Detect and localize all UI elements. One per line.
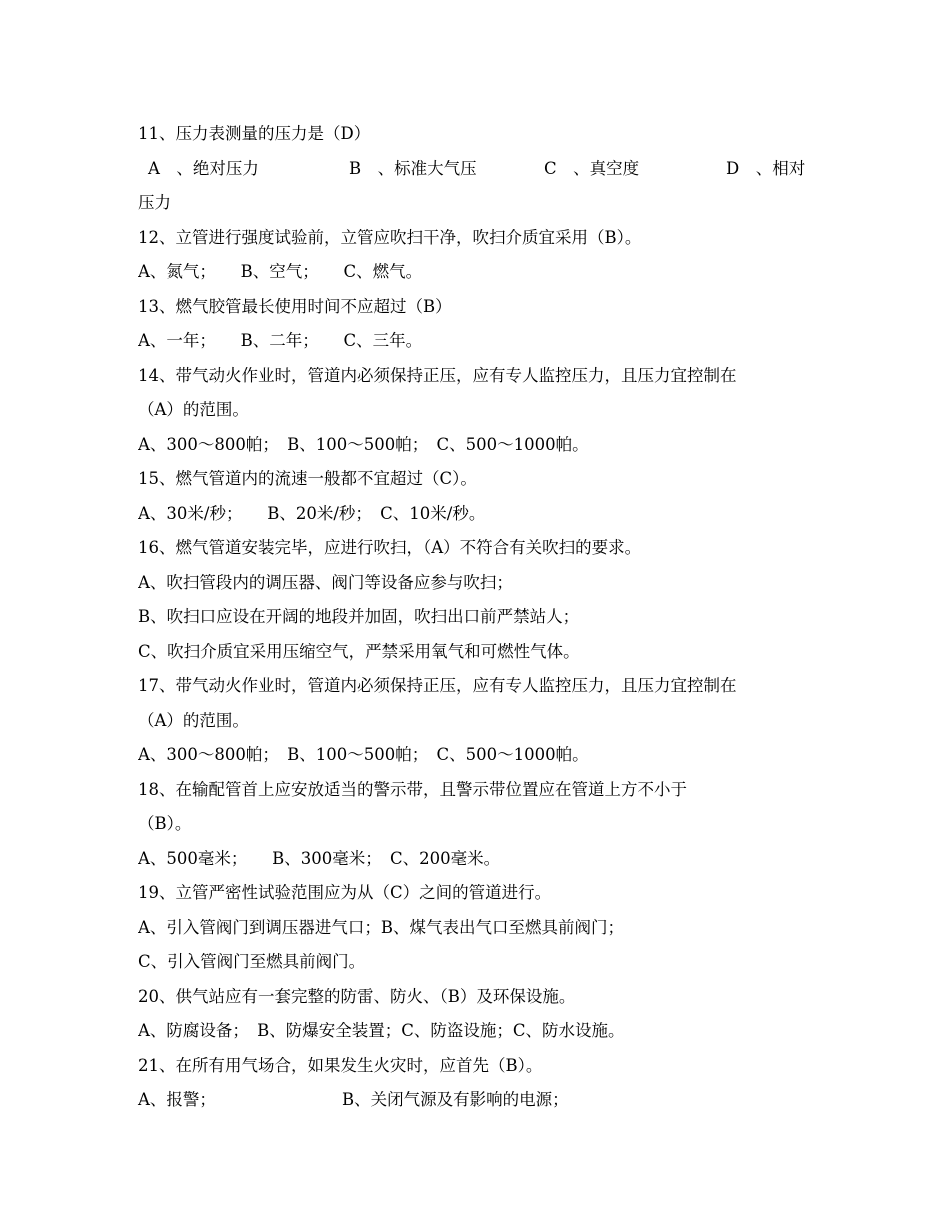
question-15-options: A、30米/秒； B、20米/秒； C、10米/秒。 <box>138 503 486 523</box>
question-19: 19、立管严密性试验范围应为从（C）之间的管道进行。 <box>138 883 552 902</box>
question-18-wrap: （B）。 <box>138 814 192 833</box>
question-14-options: A、300～800帕； B、100～500帕； C、500～1000帕。 <box>138 434 589 454</box>
option-b: B、关闭气源及有影响的电源； <box>342 1090 569 1109</box>
question-11-wrap: 压力 <box>138 193 171 212</box>
question-17-wrap: （A）的范围。 <box>138 710 249 730</box>
question-16-option-a: A、吹扫管段内的调压器、阀门等设备应参与吹扫； <box>138 572 513 592</box>
question-16-option-c: C、吹扫介质宜采用压缩空气，严禁采用氧气和可燃性气体。 <box>138 641 580 661</box>
question-17: 17、带气动火作业时，管道内必须保持正压，应有专人监控压力，且压力宜控制在 <box>138 676 737 695</box>
question-16-option-b: B、吹扫口应设在开阔的地段并加固，吹扫出口前严禁站人； <box>138 607 580 626</box>
question-13: 13、燃气胶管最长使用时间不应超过（B） <box>138 296 452 316</box>
question-16: 16、燃气管道安装完毕，应进行吹扫，（A）不符合有关吹扫的要求。 <box>138 538 642 557</box>
question-14: 14、带气动火作业时，管道内必须保持正压，应有专人监控压力，且压力宜控制在 <box>138 365 737 385</box>
question-12: 12、立管进行强度试验前，立管应吹扫干净，吹扫介质宜采用（B）。 <box>138 227 642 247</box>
option-c: C 、真空度 <box>544 158 640 178</box>
option-b: B 、标准大气压 <box>349 158 477 178</box>
question-20: 20、供气站应有一套完整的防雷、防火、（B）及环保设施。 <box>138 986 576 1006</box>
question-19-option-ab: A、引入管阀门到调压器进气口；B、煤气表出气口至燃具前阀门； <box>138 917 625 937</box>
question-15: 15、燃气管道内的流速一般都不宜超过（C）。 <box>138 469 477 488</box>
question-19-option-c: C、引入管阀门至燃具前阀门。 <box>138 952 366 971</box>
question-17-options: A、300～800帕； B、100～500帕； C、500～1000帕。 <box>138 745 589 764</box>
question-18: 18、在输配管首上应安放适当的警示带，且警示带位置应在管道上方不小于 <box>138 779 687 799</box>
question-21: 21、在所有用气场合，如果发生火灾时，应首先（B）。 <box>138 1055 543 1075</box>
option-a: A 、绝对压力 <box>148 158 259 178</box>
option-d: D 、相对 <box>726 158 806 178</box>
question-13-options: A、一年； B、二年； C、三年。 <box>138 331 423 350</box>
question-12-options: A、氮气； B、空气； C、燃气。 <box>138 262 423 281</box>
question-11-options <box>138 152 818 187</box>
option-a: A、报警； <box>138 1090 216 1109</box>
question-20-options: A、防腐设备； B、防爆安全装置；C、防盗设施；C、防水设施。 <box>138 1021 625 1040</box>
question-21-options <box>138 1083 818 1118</box>
question-14-wrap: （A）的范围。 <box>138 400 249 419</box>
question-18-options: A、500毫米； B、300毫米； C、200毫米。 <box>138 848 501 868</box>
question-11: 11、压力表测量的压力是（D） <box>138 124 371 143</box>
